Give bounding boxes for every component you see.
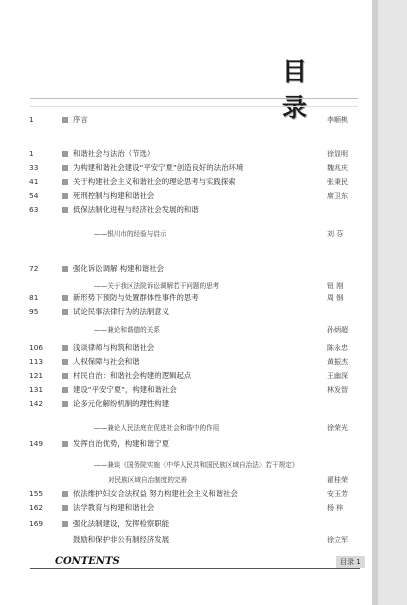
page-title: 目 录 xyxy=(282,57,324,122)
page-number: 169 xyxy=(29,519,44,528)
entry-title: 发挥自治优势，构建和谐宁夏 xyxy=(73,439,170,448)
entry-author: 席卫东 xyxy=(327,192,348,200)
entry-title: 法学教育与构建和谐社会 xyxy=(73,503,155,512)
entry-title: 论多元化解纷机制的理性构建 xyxy=(73,399,170,408)
entry-title: 试论民事法律行为的法制意义 xyxy=(73,307,170,316)
toc-entry xyxy=(0,262,372,276)
header-rule-secondary xyxy=(30,106,358,107)
toc-entry xyxy=(0,458,372,472)
page-number: 162 xyxy=(29,503,44,512)
bullet-square-icon xyxy=(62,359,68,365)
page-number: 81 xyxy=(29,293,39,302)
entry-title: 依法维护妇女合法权益 努力构建社会主义和谐社会 xyxy=(73,489,238,498)
toc-entry xyxy=(0,113,372,127)
entry-title: 新形势下预防与处置群体性事件的思考 xyxy=(73,293,199,302)
entry-author: 孙炳超 xyxy=(327,326,348,334)
bullet-square-icon xyxy=(62,505,68,511)
toc-entry xyxy=(0,421,372,435)
bullet-square-icon xyxy=(62,295,68,301)
bullet-square-icon xyxy=(62,373,68,379)
page-number: 121 xyxy=(29,371,44,380)
page-number: 41 xyxy=(29,177,39,186)
bullet-square-icon xyxy=(62,266,68,272)
toc-entry xyxy=(0,189,372,203)
entry-title: 为构建和谐社会建设“平安宁夏”创造良好的法治环境 xyxy=(73,163,244,172)
entry-author: 翟桂荣 xyxy=(327,476,348,484)
bullet-square-icon xyxy=(62,345,68,351)
entry-title: 低保法制化进程与经济社会发展的和谐 xyxy=(73,205,199,214)
toc-entry xyxy=(0,161,372,175)
toc-entry xyxy=(0,147,372,161)
toc-entry xyxy=(0,501,372,515)
page-number: 113 xyxy=(29,357,44,366)
toc-entry xyxy=(0,203,372,217)
toc-entry xyxy=(0,517,372,531)
entry-title: 建设“平安宁夏”，构建和谐社会 xyxy=(73,385,177,394)
bullet-square-icon xyxy=(62,179,68,185)
page-number: 142 xyxy=(29,399,44,408)
entry-title: 序言 xyxy=(73,115,88,124)
page-number: 1 xyxy=(29,149,34,158)
toc-entry xyxy=(0,437,372,451)
contents-label: CONTENTS xyxy=(55,556,120,567)
page-number: 95 xyxy=(29,307,39,316)
entry-subtitle-continued: 对民族区域自治制度的完善 xyxy=(108,476,188,484)
entry-subtitle: ——兼论人民法庭在促进社会和谐中的作用 xyxy=(94,424,220,432)
entry-title: 强化法制建设，发挥检察职能 xyxy=(73,519,170,528)
entry-author: 刘 芬 xyxy=(327,230,344,238)
bullet-square-icon xyxy=(62,151,68,157)
toc-entry xyxy=(0,473,372,487)
header-rule xyxy=(30,98,358,99)
entry-author: 黄振杰 xyxy=(327,358,348,366)
page-number: 149 xyxy=(29,439,44,448)
page-number: 63 xyxy=(29,205,39,214)
entry-title: 关于构建社会主义和谐社会的理论思考与实践探索 xyxy=(73,177,236,186)
entry-author: 徐显明 xyxy=(327,150,348,158)
entry-title-continued: 鼓励和保护非公有制经济发展 xyxy=(73,535,170,544)
page-number: 1 xyxy=(29,115,34,124)
toc-entry xyxy=(0,397,372,411)
toc-entry xyxy=(0,305,372,319)
gutter-shadow xyxy=(372,0,378,605)
bullet-square-icon xyxy=(62,387,68,393)
entry-title: 人权保障与社会和谐 xyxy=(73,357,140,366)
entry-author: 陈永忠 xyxy=(327,344,348,352)
bullet-square-icon xyxy=(62,401,68,407)
entry-title: 和谐社会与法治（节选） xyxy=(73,149,155,158)
bullet-square-icon xyxy=(62,491,68,497)
entry-author: 周 钢 xyxy=(327,294,344,302)
entry-subtitle: ——银川市的经验与启示 xyxy=(94,230,167,238)
footer-rule xyxy=(30,568,360,569)
page-number: 54 xyxy=(29,191,39,200)
bullet-square-icon xyxy=(62,165,68,171)
toc-entry xyxy=(0,227,372,241)
entry-subtitle: ——兼谈《国务院实施〈中华人民共和国民族区域自治法〉若干规定》 xyxy=(94,461,299,469)
entry-title: 村民自治：和谐社会构建的逻辑起点 xyxy=(73,371,192,380)
toc-entry xyxy=(0,487,372,501)
page-number-label: 目录 1 xyxy=(336,556,365,568)
entry-subtitle: ——兼论和谐德的关系 xyxy=(94,326,160,334)
toc-entry xyxy=(0,291,372,305)
entry-author: 杨 梓 xyxy=(327,504,344,512)
bullet-square-icon xyxy=(62,521,68,527)
toc-entry xyxy=(0,533,372,547)
bullet-square-icon xyxy=(62,207,68,213)
entry-title: 浅谈律师与构筑和谐社会 xyxy=(73,343,155,352)
toc-entry xyxy=(0,323,372,337)
page-number: 72 xyxy=(29,264,39,273)
page-number: 106 xyxy=(29,343,44,352)
entry-author: 安玉芳 xyxy=(327,490,348,498)
toc-entry xyxy=(0,369,372,383)
bullet-square-icon xyxy=(62,309,68,315)
bullet-square-icon xyxy=(62,441,68,447)
entry-author: 徐荣光 xyxy=(327,424,348,432)
entry-author: 钮 刚 xyxy=(327,282,344,290)
bullet-square-icon xyxy=(62,193,68,199)
toc-entry xyxy=(0,341,372,355)
entry-author: 林发智 xyxy=(327,386,348,394)
toc-entry xyxy=(0,355,372,369)
entry-author: 魏兆庆 xyxy=(327,164,348,172)
entry-subtitle: ——关于我区法院诉讼调解若干问题的思考 xyxy=(94,282,220,290)
entry-title: 死刑控制与构建和谐社会 xyxy=(73,191,155,200)
page-number: 131 xyxy=(29,385,44,394)
entry-author: 王幽深 xyxy=(327,372,348,380)
bullet-square-icon xyxy=(62,117,68,123)
page-number: 33 xyxy=(29,163,39,172)
page-number: 155 xyxy=(29,489,44,498)
toc-entry xyxy=(0,383,372,397)
entry-author: 徐立军 xyxy=(327,536,348,544)
entry-title: 强化诉讼调解 构建和谐社会 xyxy=(73,264,165,273)
toc-entry xyxy=(0,175,372,189)
entry-author: 李顺桃 xyxy=(327,116,348,124)
entry-author: 张秉民 xyxy=(327,178,348,186)
